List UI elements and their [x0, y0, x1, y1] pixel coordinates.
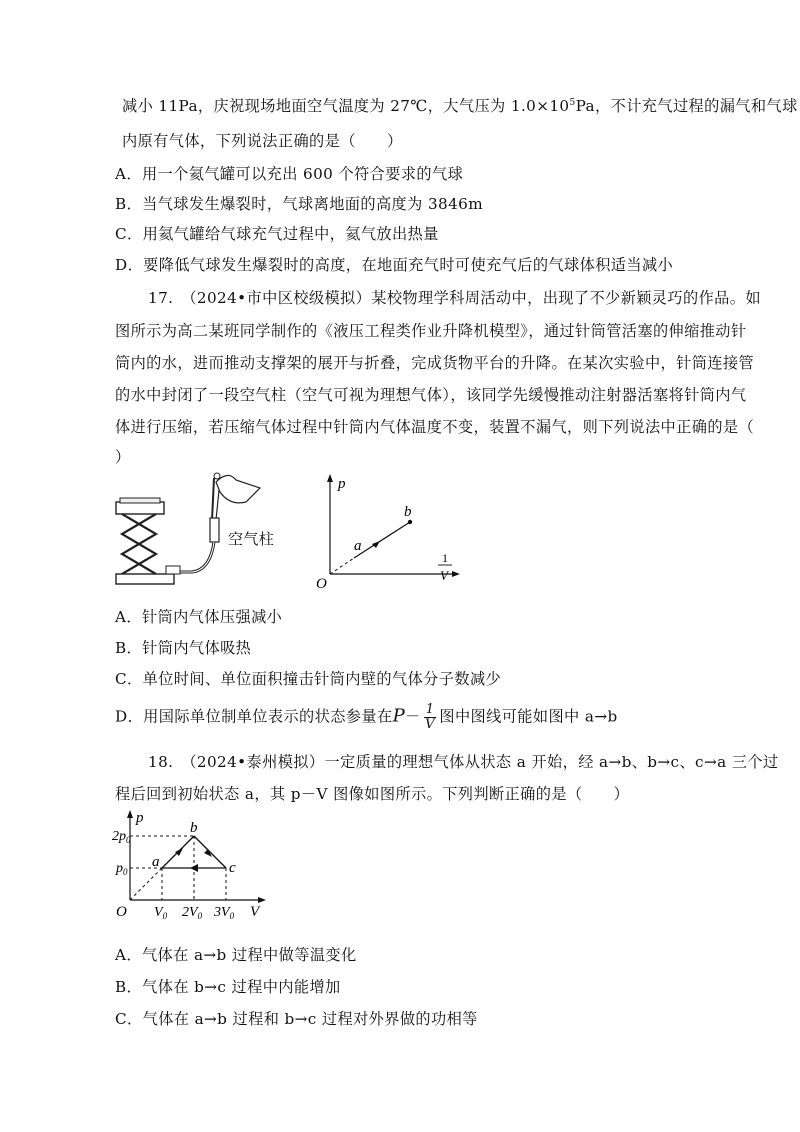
- graph1-x-num: 1: [442, 551, 448, 565]
- graph1-origin: O: [316, 576, 327, 590]
- q16-option-b[interactable]: B．当气球发生爆裂时，气球离地面的高度为 3846m: [115, 195, 484, 213]
- q18-option-b[interactable]: B．气体在 b→c 过程中内能增加: [115, 978, 341, 996]
- q17-stem-line4: 的水中封闭了一段空气柱（空气可视为理想气体），该同学先缓慢推动注射器活塞将针筒内气: [115, 386, 747, 404]
- q16-option-a[interactable]: A．用一个氦气罐可以充出 600 个符合要求的气球: [115, 165, 464, 183]
- graph2-y-tick-p0: $p_0$: [116, 861, 128, 877]
- graph2-point-a: a: [152, 854, 160, 870]
- graph2-x-tick-v0: $V_0$: [154, 905, 168, 920]
- q16-stem-line1: 减小 11Pa，庆祝现场地面空气温度为 27℃，大气压为 $1.0\times 10^5Pa$，不计充气过程的漏气和气球: [122, 97, 798, 115]
- graph2-y-tick-2p0: $2p_0$: [112, 829, 131, 845]
- graph2-x-tick-2v0: $2V_0$: [182, 905, 203, 920]
- q17-stem-line5: 体进行压缩，若压缩气体过程中针筒内气体温度不变，装置不漏气，则下列说法中正确的是（: [115, 418, 755, 436]
- q17-stem-line1: 17. （2024•市中区校级模拟）某校物理学科周活动中，出现了不少新颖灵巧的作品。如: [148, 289, 761, 307]
- q17-stem-line6: ）: [115, 448, 131, 466]
- graph2-origin: O: [116, 904, 127, 920]
- q17-option-a[interactable]: A．针筒内气体压强减小: [115, 608, 283, 626]
- graph2-point-c: c: [229, 860, 236, 876]
- p-v-graph: [112, 808, 272, 920]
- p-inverse-v-graph: [312, 470, 472, 590]
- q16-option-c[interactable]: C．用氦气罐给气球充气过程中，氦气放出热量: [115, 225, 439, 243]
- lift-apparatus-figure: [112, 462, 302, 592]
- graph2-point-b: b: [190, 820, 198, 836]
- graph1-x-den: V: [440, 568, 448, 583]
- q18-option-c[interactable]: C．气体在 a→b 过程和 b→c 过程对外界做的功相等: [115, 1010, 478, 1028]
- air-column-label: 空气柱: [228, 530, 275, 548]
- q17-option-c[interactable]: C．单位时间、单位面积撞击针筒内壁的气体分子数减少: [115, 670, 502, 688]
- q18-option-a[interactable]: A．气体在 a→b 过程中做等温变化: [115, 946, 357, 964]
- graph2-y-label: p: [136, 810, 144, 826]
- q18-stem-line2: 程后回到初始状态 a，其 p－V 图像如图所示。下列判断正确的是（ ）: [115, 785, 630, 803]
- q17-option-d[interactable]: D．用国际单位制单位表示的状态参量在P－ $\frac{1}{V}$ 图中图线可能如图中 a→b: [115, 702, 618, 732]
- graph2-x-tick-3v0: $3V_0$: [214, 905, 235, 920]
- q17-stem-line2: 图所示为高二某班同学制作的《液压工程类作业升降机模型》，通过针筒管活塞的伸缩推动针: [115, 322, 747, 340]
- q18-stem-line1: 18. （2024•泰州模拟）一定质量的理想气体从状态 a 开始，经 a→b、b→c、c→a 三个过: [148, 753, 779, 771]
- q17-stem-line3: 筒内的水，进而推动支撑架的展开与折叠，完成货物平台的升降。在某次实验中，针筒连接管: [115, 354, 755, 372]
- q16-stem-line2: 内原有气体，下列说法正确的是（ ）: [122, 132, 403, 150]
- graph1-point-b: b: [404, 504, 412, 520]
- inverse-v-fraction: $\frac{1}{V}$: [425, 702, 435, 732]
- graph1-y-label: p: [338, 476, 346, 492]
- graph1-point-a: a: [354, 538, 362, 554]
- graph2-x-label: V: [250, 904, 260, 920]
- q17-option-b[interactable]: B．针筒内气体吸热: [115, 639, 252, 657]
- q16-option-d[interactable]: D．要降低气球发生爆裂时的高度，在地面充气时可使充气后的气球体积适当减小: [115, 256, 674, 274]
